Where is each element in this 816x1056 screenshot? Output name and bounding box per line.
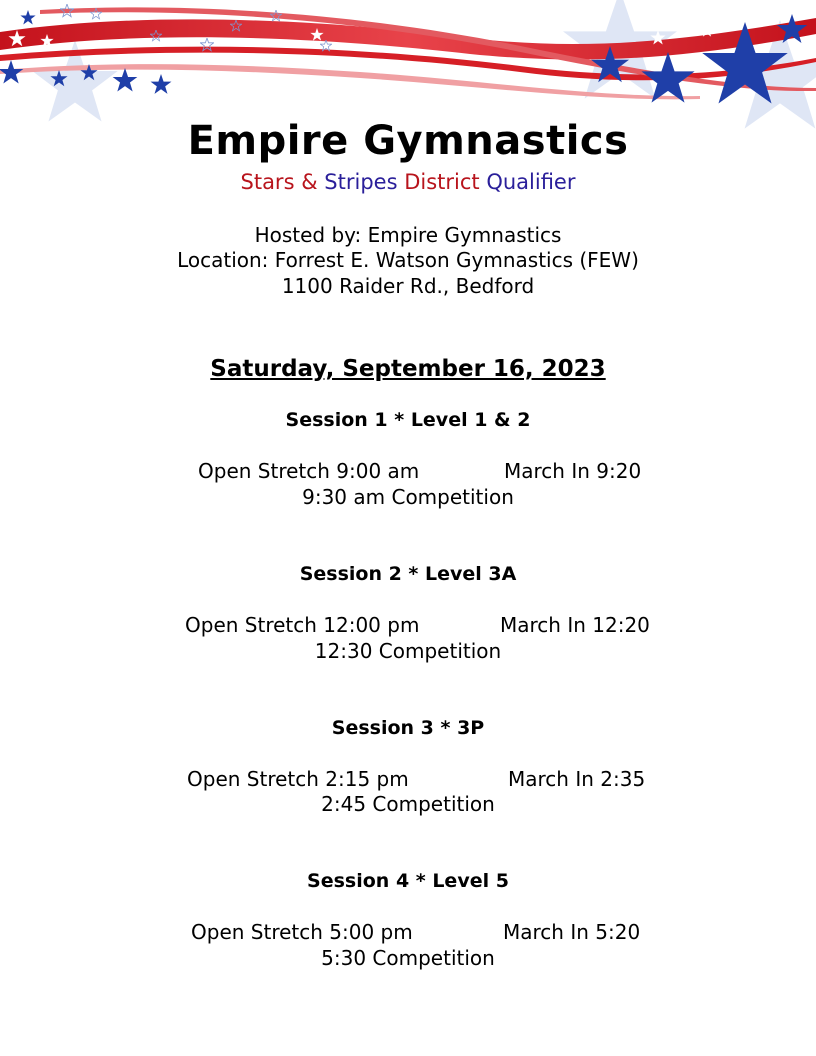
competition-time: 12:30 Competition [314, 639, 502, 663]
open-stretch-time: Open Stretch 12:00 pm [185, 613, 420, 637]
competition-time: 9:30 am Competition [302, 485, 514, 509]
open-stretch-time: Open Stretch 5:00 pm [191, 920, 413, 944]
session-title: Session 2 * Level 3A [299, 563, 517, 585]
subtitle-word-qualifier: Qualifier [486, 170, 576, 194]
open-stretch-time: Open Stretch 9:00 am [198, 459, 420, 483]
march-in-time: March In 9:20 [504, 459, 642, 483]
competition-time: 2:45 Competition [321, 792, 495, 816]
session-title: Session 1 * Level 1 & 2 [285, 409, 531, 431]
location: Location: Forrest E. Watson Gymnastics (FEW) [177, 248, 639, 272]
march-in-time: March In 12:20 [500, 613, 650, 637]
stars-stripes-banner [0, 0, 816, 135]
open-stretch-time: Open Stretch 2:15 pm [187, 767, 409, 791]
subtitle-word-ampersand: & [301, 170, 318, 194]
march-in-time: March In 5:20 [503, 920, 641, 944]
subtitle-word-stripes: Stripes [324, 170, 398, 194]
address: 1100 Raider Rd., Bedford [281, 274, 535, 298]
event-subtitle [0, 168, 816, 196]
event-date: Saturday, September 16, 2023 [210, 356, 606, 382]
competition-time: 5:30 Competition [321, 946, 495, 970]
hosted-by: Hosted by: Empire Gymnastics [254, 223, 562, 247]
subtitle-word-district: District [404, 170, 480, 194]
session-title: Session 3 * 3P [331, 717, 485, 739]
session-title: Session 4 * Level 5 [307, 870, 509, 892]
march-in-time: March In 2:35 [508, 767, 646, 791]
subtitle-word-stars: Stars [240, 170, 295, 194]
page-title: Empire Gymnastics [187, 118, 629, 164]
